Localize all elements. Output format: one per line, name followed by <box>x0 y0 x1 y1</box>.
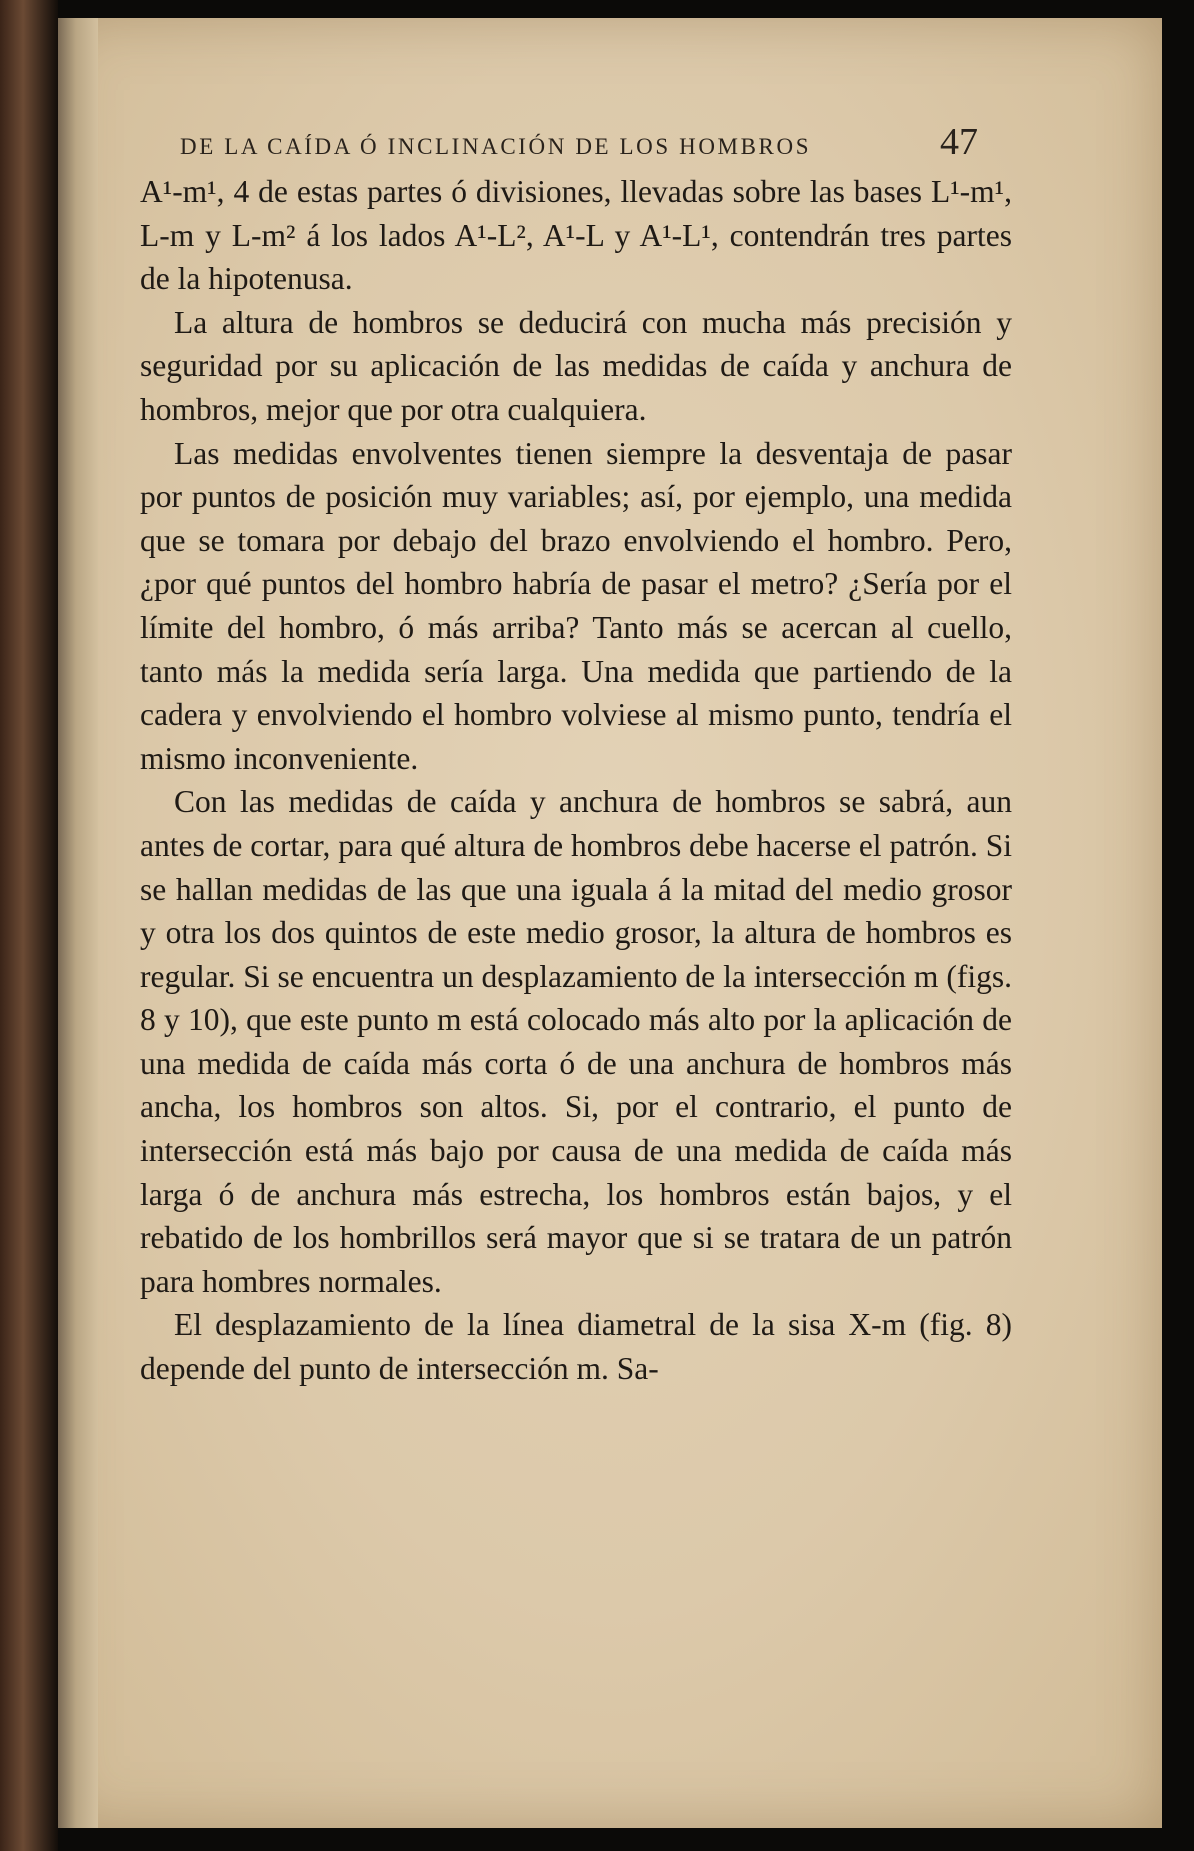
running-title: DE LA CAÍDA Ó INCLINACIÓN DE LOS HOMBROS <box>180 134 812 159</box>
book-binding-edge <box>0 0 58 1851</box>
page-header <box>170 112 990 172</box>
paragraph-3: Las medidas envolventes tienen siempre la desventaja de pasar por puntos de posición muy variables; así, por ejemplo, una medida que se tomara por debajo del brazo envolviendo el hombro. Pero, ¿por qué puntos del hombro habría de pasar el metro? ¿Sería por el límite del hombro, ó más arriba? Tanto más se acercan al cuello, tanto más la medida sería larga. Una medida que partiendo de la cadera y envolviendo el hombro volviese al mismo punto, tendría el mismo inconveniente. <box>140 435 1012 776</box>
paragraph-1: A¹-m¹, 4 de estas partes ó divisiones, llevadas sobre las bases L¹-m¹, L-m y L-m² á los lados A¹-L², A¹-L y A¹-L¹, contendrán tres partes de la hipotenusa. <box>140 174 1012 297</box>
paragraph-2: La altura de hombros se deducirá con mucha más precisión y seguridad por su aplicación de las medidas de caída y anchura de hombros, mejor que por otra cualquiera. <box>140 304 1012 427</box>
paragraph-4: Con las medidas de caída y anchura de hombros se sabrá, aun antes de cortar, para qué altura de hombros debe hacerse el patrón. Si se hallan medidas de las que una iguala á la mitad del medio grosor y otra los dos quintos de este medio grosor, la altura de hombros es regular. Si se encuentra un desplazamiento de la intersección m (figs. 8 y 10), que este punto m está colocado más alto por la aplicación de una medida de caída más corta ó de una anchura de hombros más ancha, los hombros son altos. Si, por el contrario, el punto de intersección está más bajo por causa de una medida de caída más larga ó de anchura más estrecha, los hombros están bajos, y el rebatido de los hombrillos será mayor que si se tratara de un patrón para hombres normales. <box>140 784 1012 1299</box>
page-number: 47 <box>940 121 978 163</box>
body-text <box>140 170 1012 1391</box>
page-gutter <box>58 18 98 1828</box>
paragraph-5: El desplazamiento de la línea diametral de la sisa X-m (fig. 8) depende del punto de intersección m. Sa- <box>140 1307 1012 1387</box>
